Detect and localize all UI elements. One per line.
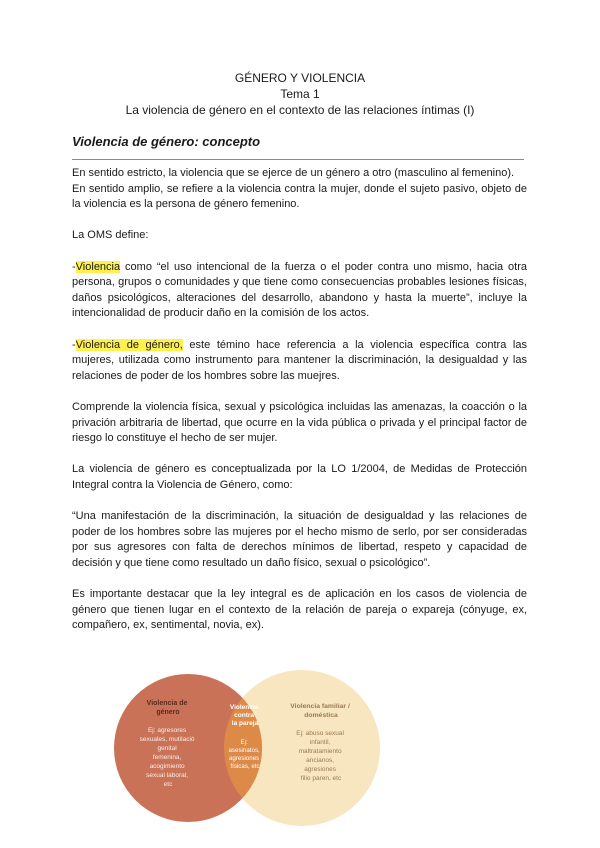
document-header [60,70,540,118]
paragraph-scope: Comprende la violencia física, sexual y psicológica incluidas las amenazas, la coacción o la privación arbitraria de libertad, que ocurre en la vida pública o privada y el principal factor de riesgo lo constituye el hecho de ser mujer. [72,400,527,445]
venn-middle-body-line: agresiones [228,755,260,762]
venn-left-body-line: sexuales, mutilació [139,736,195,743]
document-subtitle: La violencia de género en el contexto de las relaciones íntimas (I) [125,103,475,117]
venn-left-title-line: género [156,709,180,716]
venn-diagram [108,668,388,828]
paragraph-definition-gender-violence [72,338,527,385]
venn-right-body-line: filio paren, etc [300,775,342,782]
venn-middle-title [230,704,260,727]
venn-middle-title-line: Violencia [229,704,259,711]
venn-right-body-line: maltratamiento [298,748,342,755]
venn-right-title-line: Violencia familiar / [290,703,350,710]
paragraph-integral-law: Es importante destacar que la ley integral es de aplicación en los casos de violencia de género que tienen lugar en el contexto de la relación de pareja o expareja (cónyuge, ex, compañero, ex, sentimental, novia, ex). [72,588,527,632]
paragraph-strict-sense: En sentido estricto, la violencia que se ejerce de un género a otro (masculino al femenino). [72,167,515,179]
paragraph-broad-sense: En sentido amplio, se refiere a la violencia contra la mujer, donde el sujeto pasivo, objeto de la violencia es la persona de género femenino. [72,182,527,211]
venn-middle-title-line: contra [234,712,255,719]
section-heading: Violencia de género: concepto [72,134,261,149]
venn-right-body-line: ancianos, [306,757,335,764]
heading-divider [72,159,524,160]
definition-dash: - [72,338,76,351]
venn-right-body-line: agresiones [304,766,336,773]
venn-middle-body-line: físicas, etc [230,763,260,770]
venn-right-title-line: doméstica [304,712,338,719]
venn-right-body-line: Ej: abuso sexual [296,730,344,737]
venn-left-body-line: femenina, [152,754,182,761]
venn-left-body-line: Ej: agresores [147,727,187,734]
document-body [72,166,527,649]
venn-left-title-line: Violencia de [146,700,188,707]
highlighted-term-violencia: Violencia [75,260,121,273]
venn-left-body-line: etc [163,781,173,788]
venn-left-body-line: acogimiento [149,763,185,770]
document-title: GÉNERO Y VIOLENCIA [234,71,366,85]
venn-middle-body-line: asesinatos, [228,747,260,754]
venn-middle-title-line: la pareja [231,720,259,727]
highlighted-term-violencia-de-genero: Violencia de género, [75,338,183,351]
paragraph-definition-violence [72,260,527,322]
definition-dash: - [72,260,76,273]
paragraph-oms-intro: La OMS define: [72,229,149,242]
venn-right-body-line: infantil, [309,739,331,746]
venn-left-body-line: genital [157,745,177,752]
paragraph-quote: “Una manifestación de la discriminación, la situación de desigualdad y las relaciones de poder de los hombres sobre las mujeres por el hecho mismo de serlo, por ser consideradas por sus agresores con falta de derechos mínimos de libertad, respeto y capacidad de decisión y que tiene como resultado un daño físico, sexual o psicológico”. [72,510,527,569]
definition-gender-violence-text: este témino hace referencia a la violencia específica contra las mujeres, utilizada como instrumento para mantener la discriminación, la desigualdad y las relaciones de poder de los hombres sobre las muejres. [72,338,527,382]
paragraph-lo-2004: La violencia de género es conceptualizada por la LO 1/2004, de Medidas de Protección Integral contra la Violencia de Género, como: [72,463,527,491]
venn-left-body-line: sexual laboral, [146,772,189,779]
document-topic: Tema 1 [280,87,320,101]
venn-middle-body-line: Ej: [240,739,248,746]
definition-violence-text: como “el uso intencional de la fuerza o el poder contra uno mismo, hacia otra persona, grupos o comunidades y que tiene como consecuencias probables lesiones físicas, daños psicológicos, alteraciones del desarrollo, abandono y hasta la muerte”, incluye la intencionalidad de producir daño en la comisión de los actos. [72,260,527,320]
